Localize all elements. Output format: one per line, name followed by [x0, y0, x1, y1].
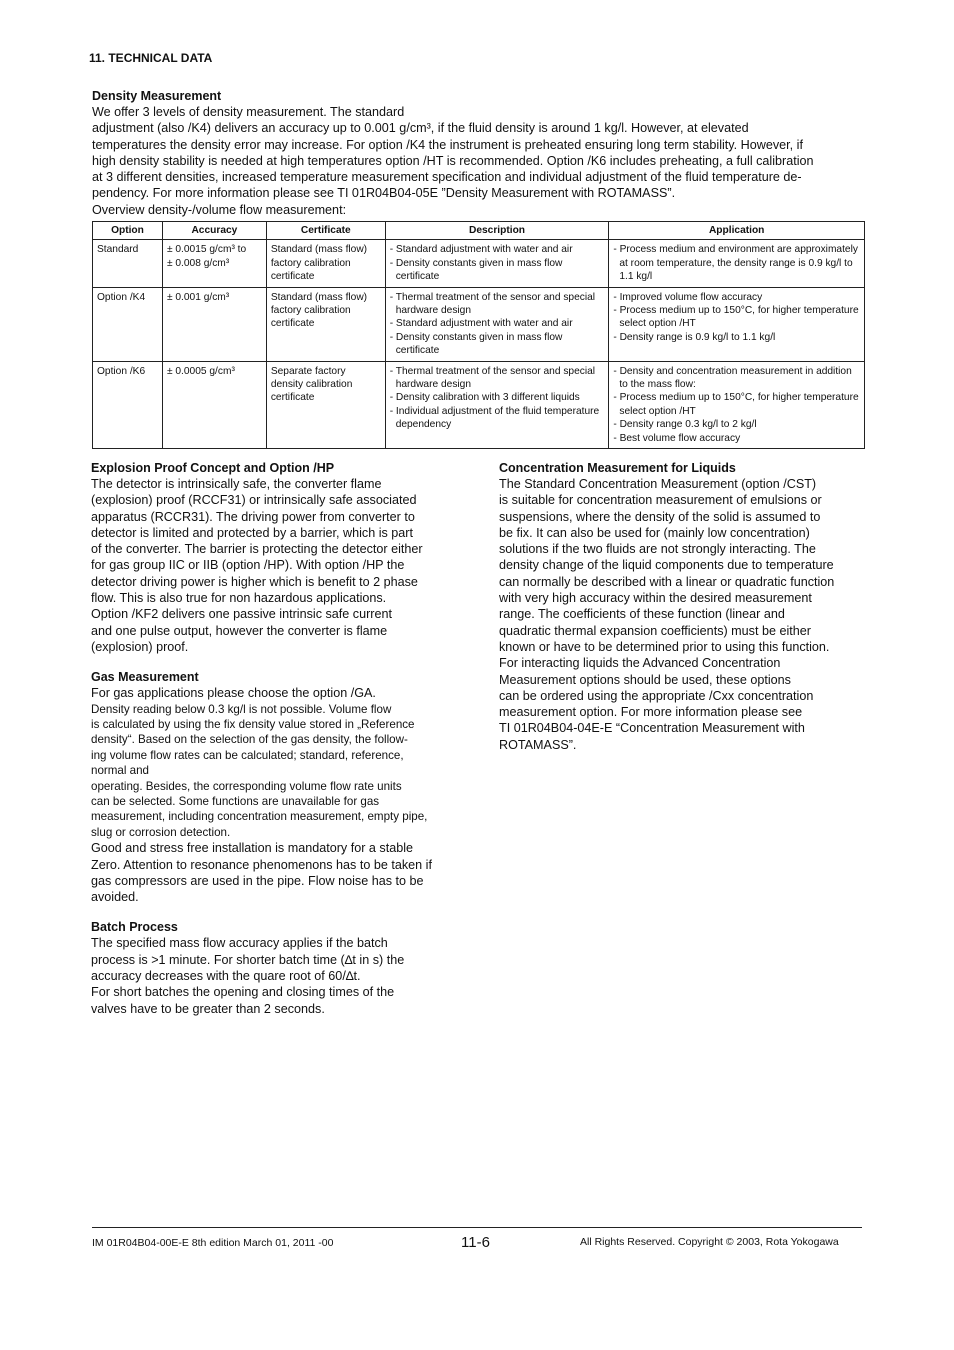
header-option: Option — [93, 222, 163, 240]
left-column — [91, 460, 457, 1031]
cell-bullet: - Standard adjustment with water and air — [389, 318, 573, 330]
gas-line: Zero. Attention to resonance phenomenons has to be taken if — [91, 857, 432, 872]
cell-bullet: - Best volume flow accuracy — [613, 432, 741, 444]
chapter-title: 11. TECHNICAL DATA — [89, 51, 213, 65]
cell-bullet: - Density range is 0.9 kg/l to 1.1 kg/l — [613, 331, 776, 343]
explosion-line: flow. This is also true for non hazardous applications. — [91, 591, 387, 606]
header-certificate: Certificate — [266, 222, 385, 240]
footer-divider — [92, 1227, 862, 1228]
gas-section — [91, 669, 457, 905]
cell-line: certificate — [270, 392, 315, 404]
explosion-line: Option /KF2 delivers one passive intrinsic safe current — [91, 607, 392, 622]
batch-line: accuracy decreases with the quare root of 60/∆t. — [91, 969, 361, 983]
gas-line: gas compressors are used in the pipe. Flow noise has to be — [91, 873, 424, 888]
density-line: high density stability is needed at high temperatures option /HT is recommended. Option /K6 includes preheating, a full calibration — [92, 153, 814, 168]
density-line: We offer 3 levels of density measurement. The standard — [92, 105, 405, 119]
cell-line: certificate — [270, 318, 315, 330]
cell-line: Separate factory — [270, 365, 346, 377]
cell-line: ± 0.0005 g/cm³ — [166, 365, 235, 377]
table-row — [93, 240, 865, 287]
gas-line: slug or corrosion detection. — [91, 825, 231, 839]
concentration-line: For interacting liquids the Advanced Concentration — [499, 656, 781, 671]
batch-line: process is >1 minute. For shorter batch time (∆t in s) the — [91, 952, 405, 967]
cell-bullet: - Density and concentration measurement in addition to the mass flow: — [613, 365, 852, 391]
concentration-line: with very high accuracy within the desired measurement — [499, 591, 812, 606]
gas-line: avoided. — [91, 890, 139, 905]
concentration-line: Measurement options should be used, these options — [499, 672, 791, 687]
header-description: Description — [385, 222, 609, 240]
cell-line: density calibration — [270, 379, 353, 391]
gas-line: density“. Based on the selection of the gas density, the follow- — [91, 733, 408, 747]
cell-bullet: - Process medium and environment are approximately at room temperature, the density range is 0.9 kg/l to 1.1 kg/l — [613, 244, 858, 283]
explosion-section — [91, 460, 457, 655]
cell-option: Standard — [93, 240, 163, 287]
explosion-line: The detector is intrinsically safe, the converter flame — [91, 477, 382, 491]
gas-line: ing volume flow rates can be calculated; standard, reference, — [91, 748, 404, 762]
explosion-line: and one pulse output, however the converter is flame — [91, 623, 388, 638]
right-column — [499, 460, 867, 767]
cell-line: factory calibration — [270, 305, 351, 317]
gas-line: measurement, including concentration measurement, empty pipe, — [91, 810, 428, 824]
gas-line: is calculated by using the fix density value stored in „Reference — [91, 717, 415, 731]
concentration-line: can be ordered using the appropriate /Cxx concentration — [499, 688, 814, 703]
batch-line: For short batches the opening and closing times of the — [91, 985, 395, 1000]
concentration-line: quadratic thermal expansion coefficients) must be either — [499, 623, 811, 638]
concentration-line: solutions if the two fluids are not strongly interacting. The — [499, 542, 816, 557]
cell-line: Standard (mass flow) — [270, 244, 368, 256]
concentration-line: be fix. It can also be used for (mainly low concentration) — [499, 525, 810, 540]
cell-application — [609, 240, 865, 287]
density-overview-table — [92, 221, 865, 449]
batch-line: The specified mass flow accuracy applies if the batch — [91, 936, 388, 951]
explosion-line: (explosion) proof (RCCF31) or intrinsically safe associated — [91, 493, 417, 508]
cell-line: ± 0.001 g/cm³ — [166, 291, 230, 303]
cell-line: certificate — [270, 271, 315, 283]
cell-accuracy — [162, 240, 266, 287]
table-row — [93, 361, 865, 448]
cell-bullet: - Thermal treatment of the sensor and special hardware design — [389, 365, 596, 391]
cell-bullet: - Standard adjustment with water and air — [389, 244, 573, 256]
batch-heading: Batch Process — [91, 920, 178, 935]
cell-bullet: - Thermal treatment of the sensor and special hardware design — [389, 291, 596, 317]
density-line: adjustment (also /K4) delivers an accuracy up to 0.001 g/cm³, if the fluid density is around 1 kg/l. However, at elevated — [92, 121, 749, 136]
batch-section — [91, 919, 457, 1016]
cell-certificate — [266, 361, 385, 448]
concentration-line: ROTAMASS”. — [499, 737, 577, 752]
cell-accuracy — [162, 287, 266, 361]
header-application: Application — [609, 222, 865, 240]
explosion-line: detector is limited and protected by a barrier, which is part — [91, 525, 413, 540]
cell-line: factory calibration — [270, 257, 351, 269]
cell-accuracy — [162, 361, 266, 448]
batch-line: valves have to be greater than 2 seconds. — [91, 1001, 325, 1016]
density-line: pendency. For more information please see TI 01R04B04-05E ”Density Measurement with ROTAMASS”. — [92, 186, 676, 201]
explosion-line: of the converter. The barrier is protecting the detector either — [91, 542, 423, 557]
cell-line: ± 0.008 g/cm³ — [166, 257, 230, 269]
cell-bullet: - Density constants given in mass flow certificate — [389, 331, 563, 357]
gas-line: normal and — [91, 764, 150, 778]
header-accuracy: Accuracy — [162, 222, 266, 240]
explosion-line: for gas group IIC or IIB (option /HP). With option /HP the — [91, 558, 405, 573]
cell-certificate — [266, 240, 385, 287]
cell-line: ± 0.0015 g/cm³ to — [166, 244, 247, 256]
cell-line: Standard (mass flow) — [270, 291, 368, 303]
gas-line: Good and stress free installation is mandatory for a stable — [91, 841, 414, 856]
footer-copyright: All Rights Reserved. Copyright © 2003, Rota Yokogawa — [580, 1236, 839, 1248]
concentration-line: can normally be described with a linear or quadratic function — [499, 574, 835, 589]
cell-bullet: - Individual adjustment of the fluid temperature dependency — [389, 405, 600, 431]
cell-option: Option /K4 — [93, 287, 163, 361]
cell-bullet: - Density constants given in mass flow certificate — [389, 257, 563, 283]
density-section — [92, 88, 867, 218]
cell-bullet: - Process medium up to 150°C, for higher temperature select option /HT — [613, 305, 859, 330]
cell-application — [609, 361, 865, 448]
gas-line: can be selected. Some functions are unavailable for gas — [91, 795, 380, 808]
cell-description — [385, 287, 609, 361]
density-line: Overview density-/volume flow measurement: — [92, 202, 347, 217]
concentration-section — [499, 460, 867, 753]
density-heading: Density Measurement — [92, 89, 222, 103]
table-header-row — [93, 222, 865, 240]
concentration-line: range. The coefficients of these function (linear and — [499, 607, 785, 622]
concentration-line: is suitable for concentration measurement of emulsions or — [499, 493, 822, 508]
explosion-heading: Explosion Proof Concept and Option /HP — [91, 461, 335, 475]
cell-bullet: - Density range 0.3 kg/l to 2 kg/l — [613, 419, 757, 431]
explosion-line: detector driving power is higher which is benefit to 2 phase — [91, 574, 418, 589]
cell-option: Option /K6 — [93, 361, 163, 448]
cell-application — [609, 287, 865, 361]
cell-bullet: - Process medium up to 150°C, for higher temperature select option /HT — [613, 392, 859, 417]
concentration-line: density change of the liquid components due to temperature — [499, 558, 834, 573]
concentration-line: measurement option. For more information please see — [499, 705, 803, 720]
table-row — [93, 287, 865, 361]
concentration-line: The Standard Concentration Measurement (option /CST) — [499, 477, 817, 491]
cell-bullet: - Density calibration with 3 different liquids — [389, 392, 580, 404]
gas-line: Density reading below 0.3 kg/l is not possible. Volume flow — [91, 702, 392, 716]
gas-line: For gas applications please choose the option /GA. — [91, 686, 376, 701]
footer-document-id: IM 01R04B04-00E-E 8th edition March 01, 2011 -00 — [92, 1237, 334, 1249]
concentration-line: suspensions, where the density of the solid is assumed to — [499, 509, 821, 524]
explosion-line: (explosion) proof. — [91, 639, 189, 654]
cell-bullet: - Improved volume flow accuracy — [613, 291, 763, 303]
cell-description — [385, 240, 609, 287]
density-line: temperatures the density error may increase. For option /K4 the instrument is preheated ensuring long term stability. However, if — [92, 137, 803, 152]
gas-heading: Gas Measurement — [91, 670, 199, 685]
gas-line: operating. Besides, the corresponding volume flow rate units — [91, 779, 402, 793]
density-line: at 3 different densities, increased temperature measurement specification and individual adjustment of the fluid temperature de- — [92, 170, 802, 185]
cell-certificate — [266, 287, 385, 361]
concentration-heading: Concentration Measurement for Liquids — [499, 461, 736, 475]
concentration-line: known or have to be determined prior to using this function. — [499, 639, 830, 654]
cell-description — [385, 361, 609, 448]
explosion-line: apparatus (RCCR31). The driving power from converter to — [91, 509, 415, 524]
concentration-line: TI 01R04B04-04E-E “Concentration Measurement with — [499, 721, 805, 736]
page-number: 11-6 — [461, 1234, 490, 1251]
